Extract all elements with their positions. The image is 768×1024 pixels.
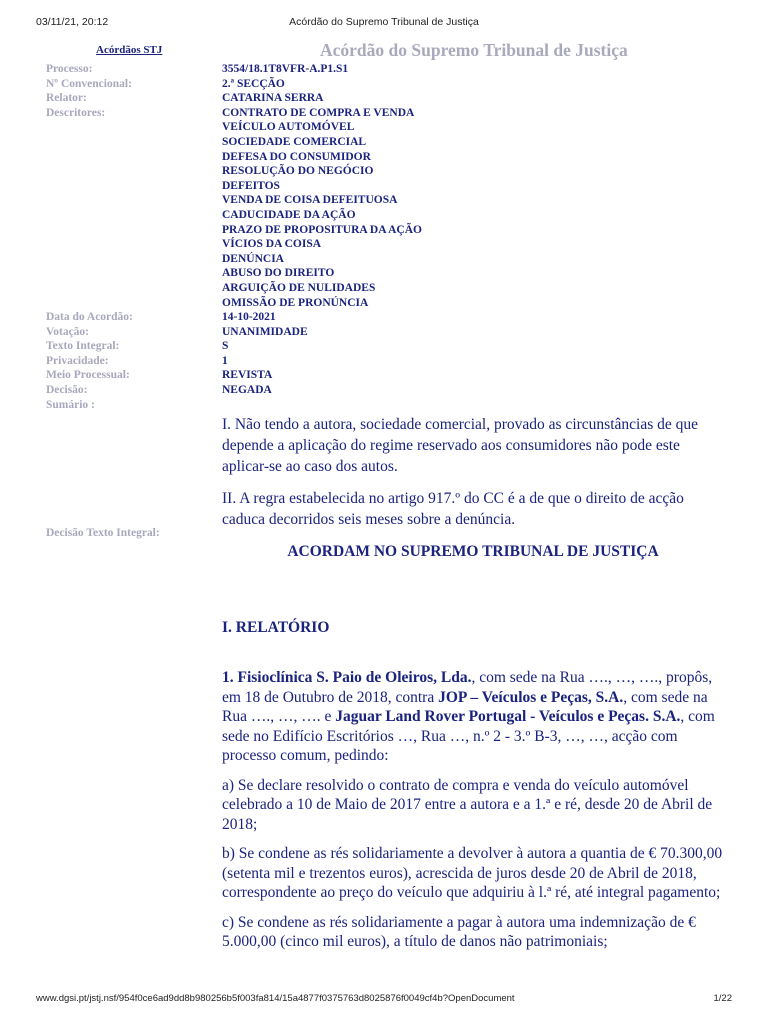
- descritor-item: CADUCIDADE DA AÇÃO: [222, 208, 356, 221]
- party-name: JOP – Veículos e Peças, S.A.: [438, 688, 624, 706]
- sumario-text: [222, 414, 722, 541]
- meta-label: Relator:: [46, 92, 87, 105]
- meta-value: 1: [222, 354, 228, 367]
- meta-value: CATARINA SERRA: [222, 92, 324, 105]
- decisao-texto-integral-label: Decisão Texto Integral:: [46, 527, 160, 539]
- meta-row-votacao: [46, 325, 736, 340]
- document-title: Acórdão do Supremo Tribunal de Justiça: [320, 40, 628, 60]
- descritor-item: CONTRATO DE COMPRA E VENDA: [222, 106, 415, 119]
- meta-row-sumario: [46, 398, 736, 413]
- print-header: [0, 14, 768, 30]
- request-paragraph: a) Se declare resolvido o contrato de compra e venda do veículo automóvel celebrado a 10 de Maio de 2017 entre a autora e a 1.ª e ré, desde 20 de Abril de 2018;: [222, 776, 713, 833]
- descritor-item: VENDA DE COISA DEFEITUOSA: [222, 194, 398, 207]
- sumario-paragraph: I. Não tendo a autora, sociedade comercial, provado as circunstâncias de que depende a aplicação do regime reservado aos consumidores não pode este aplicar-se ao caso dos autos.: [222, 416, 698, 475]
- party-name: 1. Fisioclínica S. Paio de Oleiros, Lda.: [222, 669, 472, 686]
- meta-row-texto-integral: [46, 339, 736, 354]
- descritor-item: PRAZO DE PROPOSITURA DA AÇÃO: [222, 223, 422, 236]
- meta-row-relator: [46, 91, 736, 106]
- descritor-item: DENÚNCIA: [222, 252, 284, 265]
- meta-value: UNANIMIDADE: [222, 325, 308, 338]
- meta-value: NEGADA: [222, 384, 272, 397]
- print-footer: [0, 991, 768, 1007]
- print-url: www.dgsi.pt/jstj.nsf/954f0ce6ad9dd8b980256b5f003fa814/15a4877f0375763d8025876f0049cf4b?OpenDocument: [36, 993, 515, 1004]
- party-name: Jaguar Land Rover Portugal - Veículos e Peças. S.A.: [335, 708, 681, 725]
- meta-row-data-acordao: [46, 310, 736, 325]
- meta-label: Processo:: [46, 63, 93, 75]
- meta-label: Sumário :: [46, 398, 95, 411]
- meta-row-privacidade: [46, 354, 736, 369]
- text-segment: , com sede na Rua …., …, …., propôs, em 18 de Outubro de 2018, contra: [222, 669, 713, 706]
- meta-label: Descritores:: [46, 106, 106, 119]
- paragraph-parties: [222, 668, 724, 766]
- meta-row-descritores: [46, 106, 736, 310]
- document-header: [0, 42, 768, 64]
- descritores-list: [222, 106, 422, 310]
- meta-row-decisao: [46, 383, 736, 398]
- meta-value: S: [222, 340, 229, 353]
- meta-value: 3554/18.1T8VFR-A.P1.S1: [222, 63, 349, 75]
- meta-value: REVISTA: [222, 369, 273, 382]
- relatorio-heading: I. RELATÓRIO: [222, 619, 330, 636]
- acordam-heading: ACORDAM NO SUPREMO TRIBUNAL DE JUSTIÇA: [287, 543, 659, 560]
- request-paragraph: c) Se condene as rés solidariamente a pagar à autora uma indemnização de € 5.000,00 (cinco mil euros), a título de danos não patrimoniais;: [222, 913, 696, 950]
- meta-value: 2.ª SECÇÃO: [222, 77, 285, 90]
- text-segment: , com sede no Edifício Escritórios …, Rua …, n.º 2 - 3.º B-3, …, …, acção com processo comum, pedindo:: [222, 708, 715, 764]
- meta-row-meio-processual: [46, 368, 736, 383]
- meta-label: Votação:: [46, 325, 90, 338]
- text-segment: , com sede na Rua …., …, …. e: [222, 688, 708, 725]
- descritor-item: OMISSÃO DE PRONÚNCIA: [222, 296, 369, 309]
- meta-value: 14-10-2021: [222, 311, 276, 324]
- page-number: 1/22: [713, 993, 732, 1004]
- meta-label: Privacidade:: [46, 354, 109, 367]
- request-paragraph: b) Se condene as rés solidariamente a devolver à autora a quantia de € 70.300,00 (setenta mil e trezentos euros), acrescida de juros desde 20 de Abril de 2018, correspondente ao preço do veículo que adquiriu à l.ª ré, até integral pagamento;: [222, 845, 723, 901]
- meta-row-convencional: [46, 77, 736, 92]
- acordaos-stj-link[interactable]: Acórdãos STJ: [96, 44, 163, 56]
- descritor-item: ABUSO DO DIREITO: [222, 267, 335, 280]
- descritor-item: VÍCIOS DA COISA: [222, 238, 322, 251]
- print-datetime: 03/11/21, 20:12: [36, 16, 109, 28]
- decisao-texto-integral: [222, 540, 724, 962]
- meta-label: Texto Integral:: [46, 340, 120, 353]
- meta-label: Nº Convencional:: [46, 77, 132, 90]
- descritor-item: SOCIEDADE COMERCIAL: [222, 135, 367, 148]
- meta-row-processo: [46, 62, 736, 77]
- descritor-item: ARGUIÇÃO DE NULIDADES: [222, 281, 376, 294]
- metadata-table: [46, 62, 736, 412]
- descritor-item: VEÍCULO AUTOMÓVEL: [222, 121, 355, 134]
- print-title: Acórdão do Supremo Tribunal de Justiça: [289, 16, 479, 28]
- descritor-item: DEFEITOS: [222, 179, 280, 192]
- descritor-item: DEFESA DO CONSUMIDOR: [222, 150, 371, 163]
- sumario-paragraph: II. A regra estabelecida no artigo 917.º do CC é a de que o direito de acção caduca decorridos seis meses sobre a denúncia.: [222, 490, 684, 528]
- meta-label: Meio Processual:: [46, 369, 130, 382]
- descritor-item: RESOLUÇÃO DO NEGÓCIO: [222, 165, 374, 178]
- meta-label: Data do Acordão:: [46, 311, 133, 324]
- meta-label: Decisão:: [46, 384, 88, 397]
